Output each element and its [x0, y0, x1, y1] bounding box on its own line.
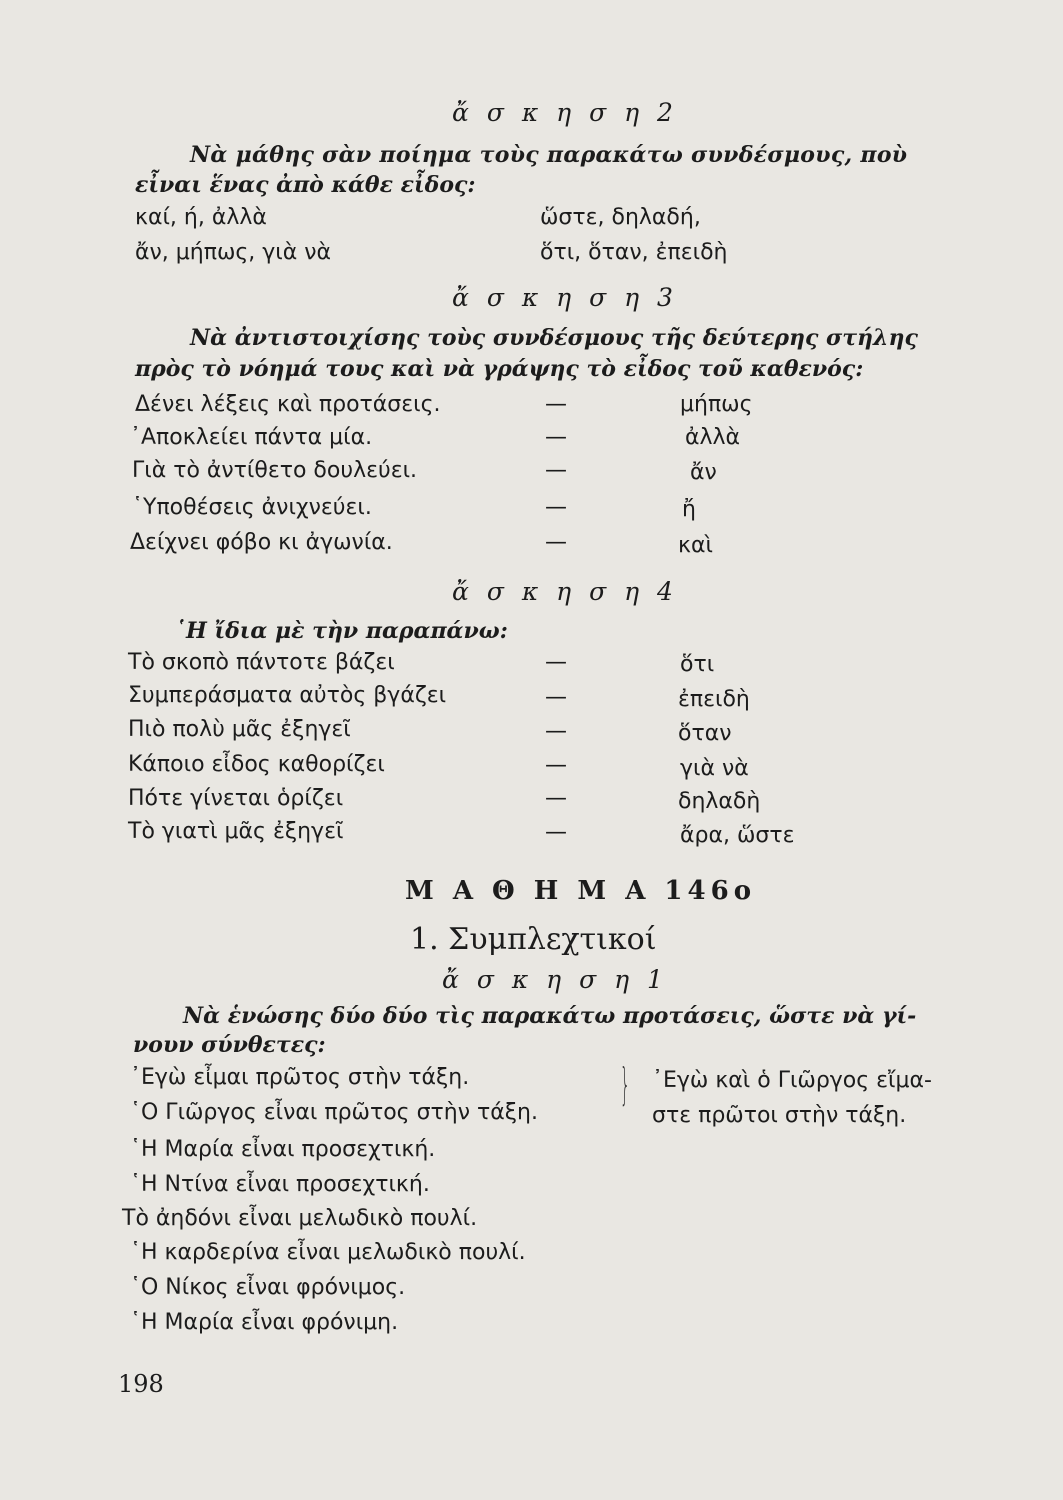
- ex3-right-5: καὶ: [678, 533, 713, 558]
- right-brace: }: [620, 1059, 630, 1110]
- ex2-right-1: ὥστε, δηλαδή,: [540, 205, 701, 230]
- ex3-left-1: Δένει λέξεις καὶ προτάσεις.: [135, 392, 441, 417]
- exercise-3-title: ἄ σ κ η σ η 3: [452, 283, 678, 312]
- exercise-4-title: ἄ σ κ η σ η 4: [452, 577, 678, 606]
- ex4-dash-6: —: [545, 820, 567, 845]
- ex4-dash-1: —: [545, 650, 567, 675]
- exercise-3-instruction-line-2: πρὸς τὸ νόημά τους καὶ νὰ γράψης τὸ εἶδος τοῦ καθενός:: [135, 356, 864, 382]
- ex1-sentence-6: ῾Η καρδερίνα εἶναι μελωδικὸ πουλί.: [130, 1240, 526, 1265]
- ex4-right-3: ὅταν: [678, 721, 732, 746]
- ex4-left-1: Τὸ σκοπὸ πάντοτε βάζει: [128, 650, 395, 675]
- exercise-3-instruction-line-1: Νὰ ἀντιστοιχίσης τοὺς συνδέσμους τῆς δεύτερης στήλης: [190, 325, 918, 351]
- ex1-sentence-8: ῾Η Μαρία εἶναι φρόνιμη.: [130, 1310, 399, 1335]
- ex1-sentence-5: Τὸ ἀηδόνι εἶναι μελωδικὸ πουλί.: [122, 1206, 478, 1231]
- ex4-right-1: ὅτι: [680, 652, 715, 677]
- ex4-right-4: γιὰ νὰ: [680, 756, 749, 781]
- ex3-dash-5: —: [545, 530, 567, 555]
- ex3-left-5: Δείχνει φόβο κι ἀγωνία.: [130, 530, 393, 555]
- ex4-left-2: Συμπεράσματα αὐτὸς βγάζει: [128, 683, 447, 708]
- ex4-dash-5: —: [545, 786, 567, 811]
- ex1-answer-line-1: ᾿Εγὼ καὶ ὁ Γιῶργος εἴμα-: [652, 1068, 932, 1093]
- section-heading: 1. Συμπλεχτικοί: [410, 922, 657, 957]
- ex4-left-6: Τὸ γιατὶ μᾶς ἐξηγεῖ: [128, 819, 344, 844]
- ex4-right-2: ἐπειδὴ: [678, 687, 750, 712]
- ex3-left-3: Γιὰ τὸ ἀντίθετο δουλεύει.: [132, 458, 418, 483]
- exercise-4-instruction: ῾Η ἴδια μὲ τὴν παραπάνω:: [175, 618, 508, 644]
- ex2-left-2: ἄν, μήπως, γιὰ νὰ: [135, 240, 332, 265]
- ex3-left-4: ῾Υποθέσεις ἀνιχνεύει.: [132, 495, 372, 520]
- ex4-right-5: δηλαδὴ: [678, 789, 761, 814]
- ex3-right-1: μήπως: [680, 392, 753, 417]
- ex3-dash-1: —: [545, 392, 567, 417]
- exercise-2-title: ἄ σ κ η σ η 2: [452, 98, 678, 127]
- exercise-2-instruction-line-1: Νὰ μάθης σὰν ποίημα τοὺς παρακάτω συνδέσμους, ποὺ: [190, 142, 908, 168]
- lesson-heading: Μ Α Θ Η Μ Α 146ο: [405, 876, 757, 906]
- ex2-left-1: καί, ή, ἀλλὰ: [135, 205, 267, 230]
- ex4-dash-2: —: [545, 685, 567, 710]
- ex3-right-3: ἄν: [690, 460, 717, 485]
- ex3-right-4: ἤ: [682, 497, 696, 522]
- ex4-right-6: ἄρα, ὥστε: [680, 823, 795, 848]
- exercise-1-instruction-line-1: Νὰ ἑνώσης δύο δύο τὶς παρακάτω προτάσεις, ὥστε νὰ γί-: [183, 1003, 917, 1029]
- exercise-1-instruction-line-2: νουν σύνθετες:: [133, 1032, 326, 1058]
- ex1-answer-line-2: στε πρῶτοι στὴν τάξη.: [652, 1103, 907, 1128]
- exercise-2-instruction-line-2: εἶναι ἕνας ἀπὸ κάθε εἶδος:: [135, 172, 476, 198]
- ex4-left-5: Πότε γίνεται ὁρίζει: [128, 786, 344, 811]
- ex1-sentence-7: ῾Ο Νίκος εἶναι φρόνιμος.: [130, 1275, 406, 1300]
- ex3-dash-4: —: [545, 495, 567, 520]
- ex3-dash-3: —: [545, 458, 567, 483]
- ex2-right-2: ὅτι, ὅταν, ἐπειδὴ: [540, 240, 728, 265]
- ex1-sentence-1: ᾿Εγὼ εἶμαι πρῶτος στὴν τάξη.: [130, 1065, 470, 1090]
- exercise-1-title: ἄ σ κ η σ η 1: [442, 965, 668, 994]
- ex4-dash-4: —: [545, 753, 567, 778]
- ex4-dash-3: —: [545, 719, 567, 744]
- ex3-right-2: ἀλλὰ: [685, 425, 741, 450]
- ex3-left-2: ᾿Αποκλείει πάντα μία.: [130, 425, 373, 450]
- ex1-sentence-3: ῾Η Μαρία εἶναι προσεχτική.: [130, 1137, 436, 1162]
- ex4-left-3: Πιὸ πολὺ μᾶς ἐξηγεῖ: [128, 717, 351, 742]
- ex3-dash-2: —: [545, 425, 567, 450]
- ex4-left-4: Κάποιο εἶδος καθορίζει: [128, 752, 385, 777]
- ex1-sentence-4: ῾Η Ντίνα εἶναι προσεχτική.: [130, 1172, 430, 1197]
- ex1-sentence-2: ῾Ο Γιῶργος εἶναι πρῶτος στὴν τάξη.: [130, 1100, 538, 1125]
- page-number: 198: [118, 1370, 164, 1398]
